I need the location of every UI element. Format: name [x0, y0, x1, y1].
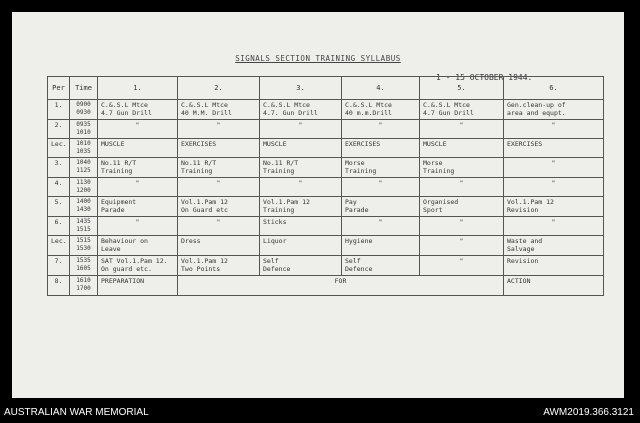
schedule-cell: Waste and Salvage — [504, 236, 604, 256]
time-cell: 1610 1700 — [70, 276, 98, 296]
schedule-cell: No.11 R/T Training — [178, 158, 260, 178]
schedule-cell: " — [420, 120, 504, 139]
table-row — [48, 276, 604, 296]
schedule-cell: Organised Sport — [420, 197, 504, 217]
schedule-cell: C.&.S.L Mtce 4.7 Gun Drill — [98, 100, 178, 120]
period-cell: 8. — [48, 276, 70, 296]
schedule-cell: Dress — [178, 236, 260, 256]
schedule-cell: MUSCLE — [98, 139, 178, 158]
period-cell: Lec. — [48, 139, 70, 158]
schedule-cell: Sticks — [260, 217, 342, 236]
date-range: 1 - 15 OCTOBER 1944. — [436, 73, 533, 82]
schedule-cell: Self Defence — [342, 256, 420, 276]
time-cell: 1535 1605 — [70, 256, 98, 276]
schedule-cell: " — [504, 217, 604, 236]
schedule-cell: " — [98, 120, 178, 139]
header-per: Per — [48, 77, 70, 100]
table-row — [48, 178, 604, 197]
schedule-cell: FOR — [178, 276, 504, 296]
schedule-cell: " — [504, 158, 604, 178]
schedule-cell: " — [420, 236, 504, 256]
document-title: SIGNALS SECTION TRAINING SYLLABUS — [235, 54, 401, 63]
time-cell: 1130 1200 — [70, 178, 98, 197]
table-row — [48, 256, 604, 276]
time-cell: 1435 1515 — [70, 217, 98, 236]
schedule-cell: Morse Training — [342, 158, 420, 178]
schedule-cell: " — [342, 217, 420, 236]
time-cell: 1010 1035 — [70, 139, 98, 158]
schedule-cell: Vol.1.Pam 12 Revision — [504, 197, 604, 217]
period-cell: 7. — [48, 256, 70, 276]
schedule-cell: " — [98, 178, 178, 197]
table-row — [48, 236, 604, 256]
schedule-cell: MUSCLE — [260, 139, 342, 158]
time-cell: 0935 1010 — [70, 120, 98, 139]
header-day-1: 1. — [98, 77, 178, 100]
schedule-cell: " — [260, 120, 342, 139]
schedule-cell: Liquor — [260, 236, 342, 256]
schedule-cell: Self Defence — [260, 256, 342, 276]
schedule-cell: Equipment Parade — [98, 197, 178, 217]
schedule-cell: " — [342, 120, 420, 139]
schedule-cell: Behaviour on Leave — [98, 236, 178, 256]
schedule-cell: EXERCISES — [504, 139, 604, 158]
footer-institution: AUSTRALIAN WAR MEMORIAL — [4, 407, 149, 418]
schedule-cell: Morse Training — [420, 158, 504, 178]
schedule-cell: Hygiene — [342, 236, 420, 256]
schedule-cell: Revision — [504, 256, 604, 276]
schedule-cell: No.11 R/T Training — [260, 158, 342, 178]
time-cell: 1040 1125 — [70, 158, 98, 178]
header-day-5: 5. — [420, 77, 504, 100]
syllabus-table — [47, 76, 604, 296]
schedule-cell: " — [420, 256, 504, 276]
schedule-cell: C.&.S.L Mtce 40 m.m.Drill — [342, 100, 420, 120]
period-cell: 2. — [48, 120, 70, 139]
schedule-cell: SAT Vol.1.Pam 12. On guard etc. — [98, 256, 178, 276]
time-cell: 1515 1530 — [70, 236, 98, 256]
period-cell: 3. — [48, 158, 70, 178]
header-day-6: 6. — [504, 77, 604, 100]
schedule-cell: Vol.1.Pam 12 On Guard etc — [178, 197, 260, 217]
schedule-cell: " — [420, 217, 504, 236]
schedule-cell: EXERCISES — [342, 139, 420, 158]
schedule-cell: " — [342, 178, 420, 197]
schedule-cell: C.&.S.L Mtce 4.7. Gun Drill — [260, 100, 342, 120]
schedule-cell: " — [178, 120, 260, 139]
schedule-cell: " — [178, 217, 260, 236]
schedule-cell: " — [504, 178, 604, 197]
table-row — [48, 158, 604, 178]
schedule-cell: MUSCLE — [420, 139, 504, 158]
period-cell: Lec. — [48, 236, 70, 256]
time-cell: 0900 0930 — [70, 100, 98, 120]
table-row — [48, 139, 604, 158]
schedule-cell: EXERCISES — [178, 139, 260, 158]
schedule-cell: No.11 R/T Training — [98, 158, 178, 178]
table-row — [48, 197, 604, 217]
header-row — [48, 77, 604, 100]
period-cell: 6. — [48, 217, 70, 236]
schedule-cell: PREPARATION — [98, 276, 178, 296]
schedule-cell: ACTION — [504, 276, 604, 296]
schedule-cell: Vol.1.Pam 12 Training — [260, 197, 342, 217]
schedule-cell: " — [504, 120, 604, 139]
header-time: Time — [70, 77, 98, 100]
footer-accession-number: AWM2019.366.3121 — [543, 407, 634, 418]
schedule-cell: " — [178, 178, 260, 197]
header-day-2: 2. — [178, 77, 260, 100]
period-cell: 1. — [48, 100, 70, 120]
time-cell: 1400 1430 — [70, 197, 98, 217]
schedule-cell: Gen.clean-up of area and equpt. — [504, 100, 604, 120]
period-cell: 5. — [48, 197, 70, 217]
schedule-cell: " — [420, 178, 504, 197]
schedule-cell: C.&.S.L Mtce 4.7 Gun Drill — [420, 100, 504, 120]
header-day-4: 4. — [342, 77, 420, 100]
table-row — [48, 100, 604, 120]
schedule-cell: C.&.S.L Mtce 40 M.M. Drill — [178, 100, 260, 120]
header-day-3: 3. — [260, 77, 342, 100]
schedule-cell: " — [98, 217, 178, 236]
schedule-cell: Vol.1.Pam 12 Two Points — [178, 256, 260, 276]
schedule-cell: " — [260, 178, 342, 197]
schedule-cell: Pay Parade — [342, 197, 420, 217]
period-cell: 4. — [48, 178, 70, 197]
table-row — [48, 120, 604, 139]
table-row — [48, 217, 604, 236]
